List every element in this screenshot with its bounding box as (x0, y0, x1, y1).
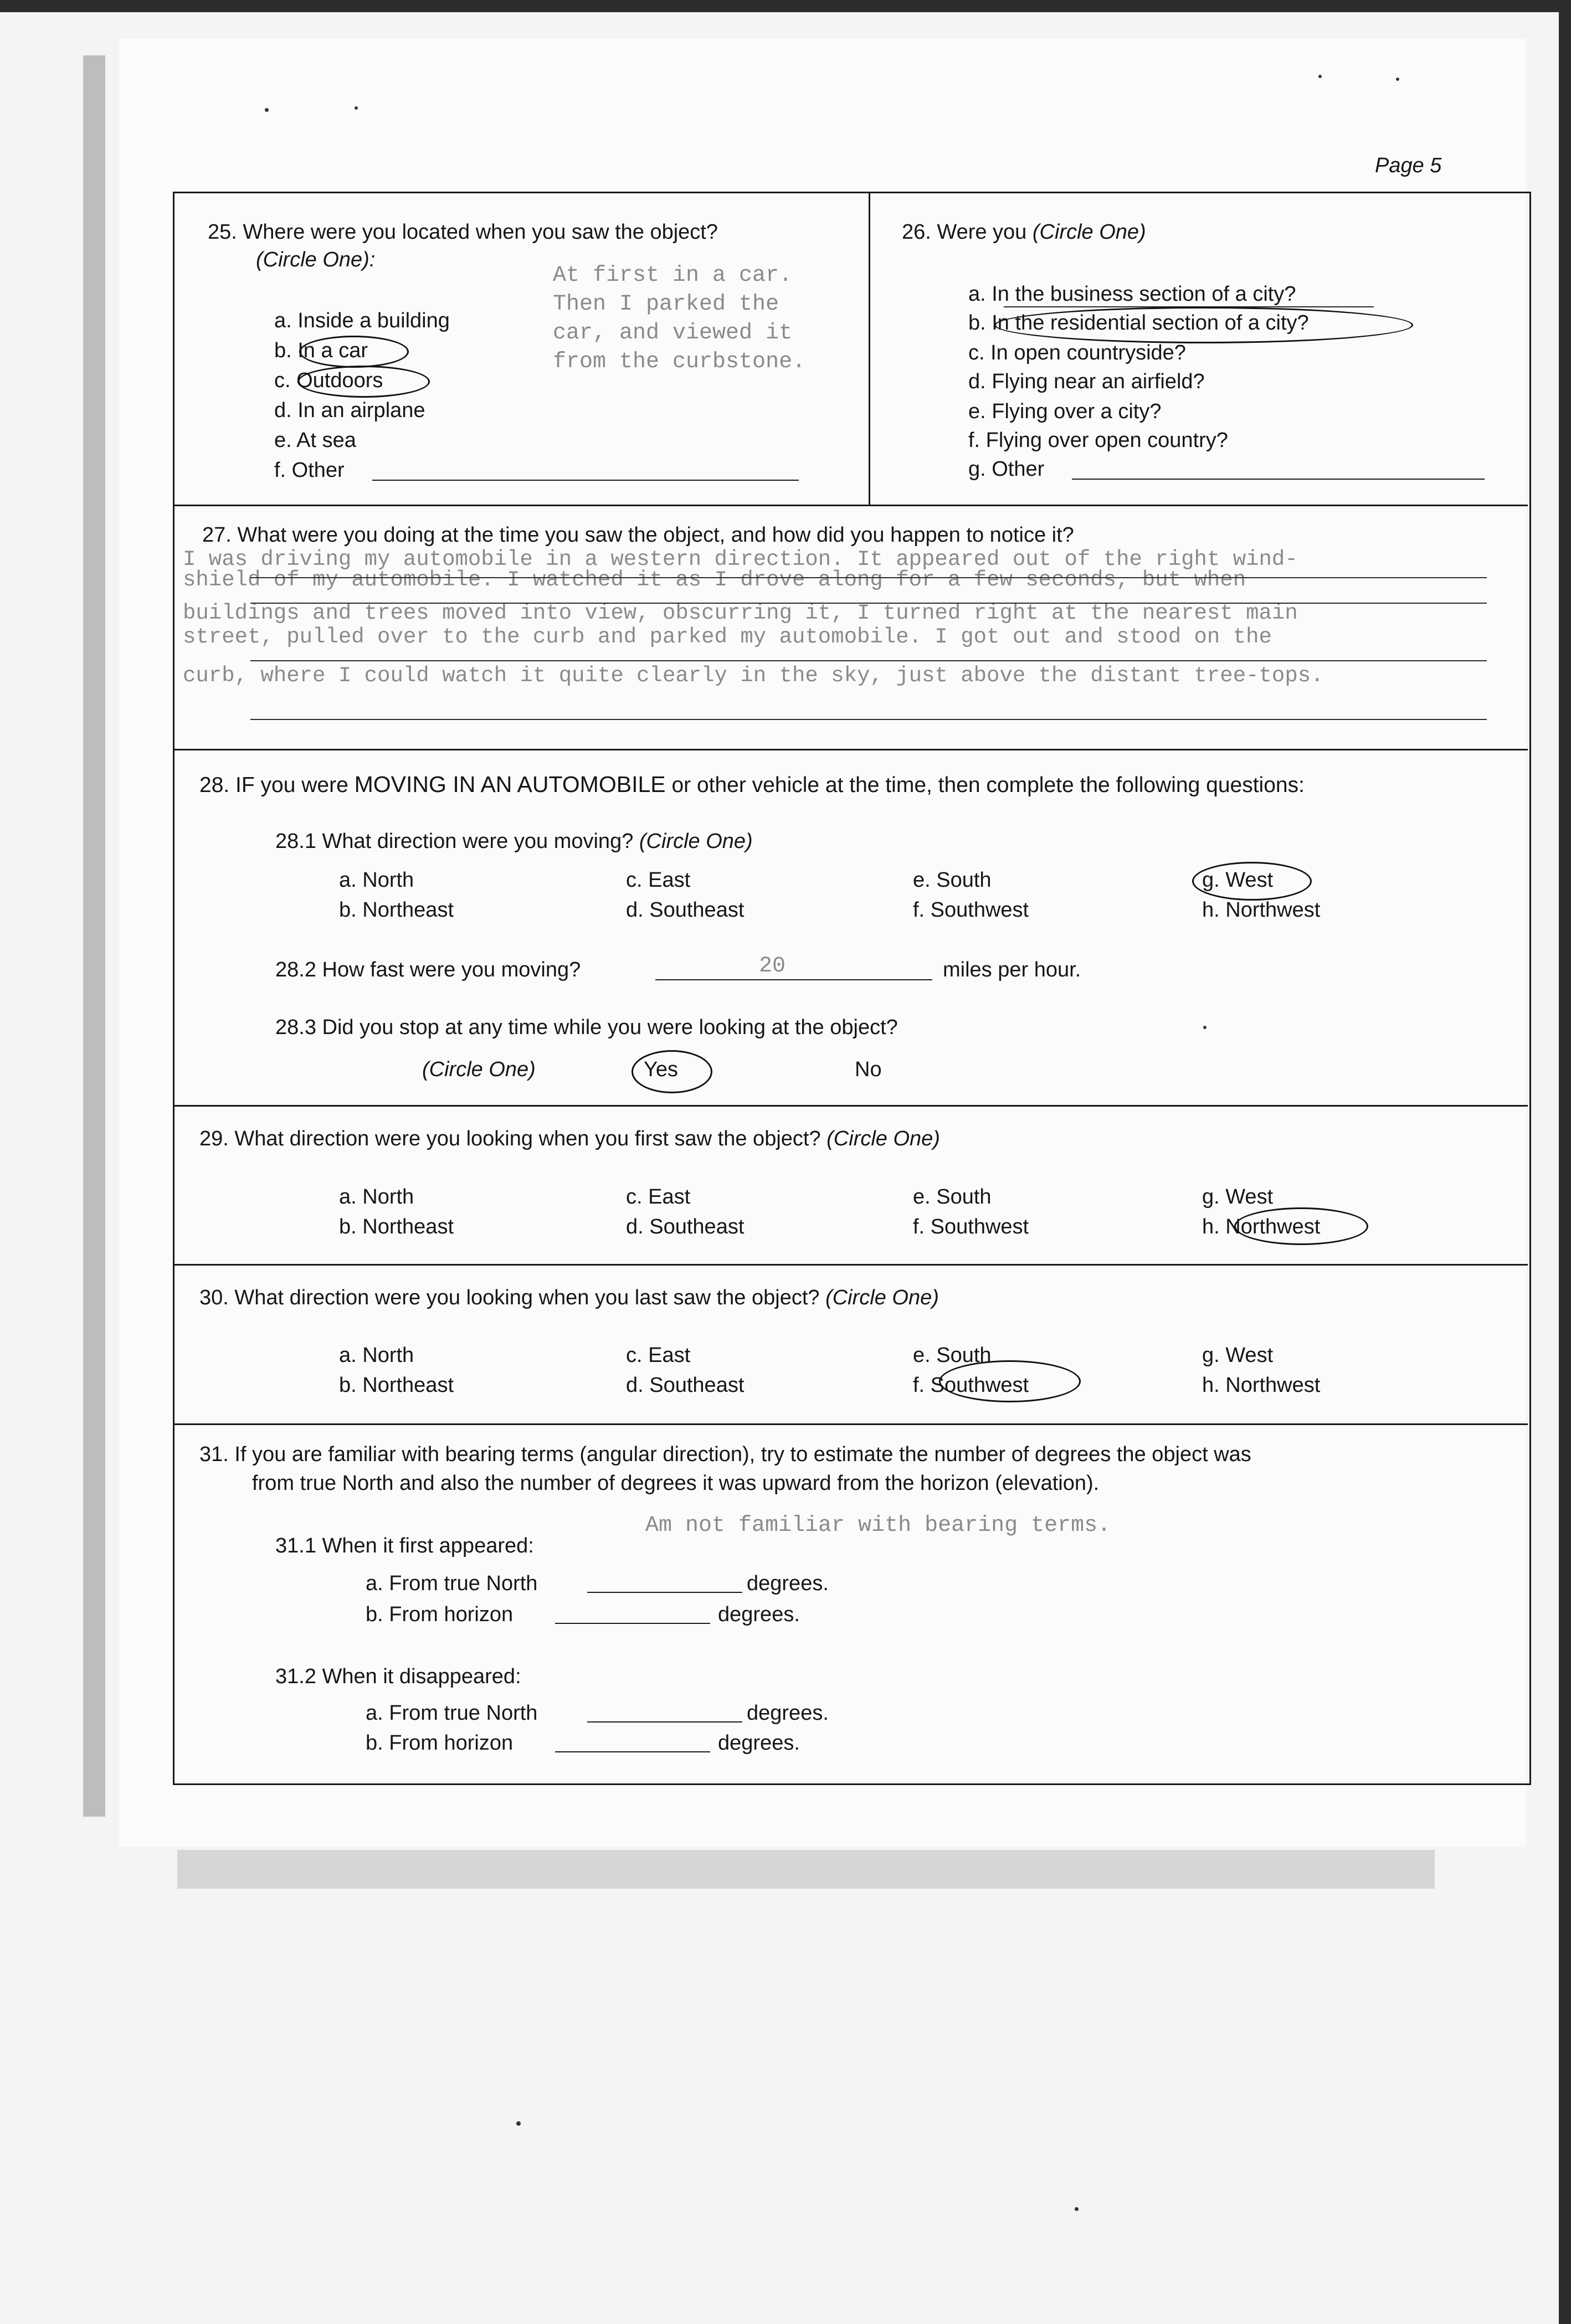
q29-question-text: 29. What direction were you looking when you first saw the object? (199, 1127, 821, 1150)
q31-question-line-2: from true North and also the number of degrees it was upward from the horizon (elevation). (252, 1472, 1100, 1495)
q25-question: 25. Where were you located when you saw the object? (208, 220, 718, 244)
q26-instruction: (Circle One) (1032, 220, 1146, 244)
q26-option-e: e. Flying over a city? (968, 400, 1162, 423)
q26-option-f: f. Flying over open country? (968, 429, 1228, 452)
q26-option-c: c. In open countryside? (968, 341, 1186, 364)
q25-typed-line-1: At first in a car. (553, 263, 793, 288)
scan-border (0, 0, 1571, 12)
q28-3-yes: Yes (644, 1058, 678, 1081)
section-divider-31 (173, 1423, 1528, 1425)
q28-1-instruction: (Circle One) (639, 830, 753, 853)
q27-answer-line-3 (250, 660, 1487, 661)
q27-typed-line-1: I was driving my automobile in a western direction. It appeared out of the right wind- (183, 547, 1298, 572)
q31-2-a-label: a. From true North (366, 1701, 538, 1725)
q25-typed-line-4: from the curbstone. (553, 349, 806, 374)
scan-speck (1203, 1026, 1207, 1029)
paper-shadow (83, 55, 105, 1817)
scan-speck (1075, 2207, 1079, 2211)
scan-speck (516, 2121, 521, 2126)
q26-question (902, 220, 1146, 244)
q28-question-emphasis: MOVING IN AN AUTOMOBILE (354, 772, 666, 797)
q31-2-a-unit: degrees. (747, 1701, 829, 1725)
q31-1-a-unit: degrees. (747, 1572, 829, 1595)
q25-option-d: d. In an airplane (274, 399, 425, 422)
q26-option-g: g. Other (968, 457, 1045, 481)
q31-2-label: 31.2 When it disappeared: (275, 1665, 521, 1688)
q30-option-d: d. Southeast (626, 1374, 745, 1397)
q29-option-b: b. Northeast (339, 1215, 454, 1238)
q26-option-b: b. In the residential section of a city? (968, 311, 1309, 335)
q29-instruction: (Circle One) (826, 1127, 940, 1150)
q31-1-a-blank (587, 1592, 742, 1593)
q27-question: 27. What were you doing at the time you saw the object, and how did you happen to notice it? (202, 523, 1074, 547)
q28-2-label: 28.2 How fast were you moving? (275, 958, 581, 981)
q31-2-b-blank (555, 1751, 710, 1752)
scan-border-right (1559, 0, 1571, 2324)
paper-under-shadow (177, 1850, 1435, 1889)
q29-option-c: c. East (626, 1185, 691, 1209)
q30-question-text: 30. What direction were you looking when you last saw the object? (199, 1286, 820, 1309)
q27-typed-line-4: street, pulled over to the curb and parked my automobile. I got out and stood on the (183, 625, 1272, 649)
q28-question (199, 772, 1305, 798)
q28-2-answer: 20 (759, 954, 786, 979)
q30-option-e: e. South (913, 1344, 992, 1367)
q25-typed-line-3: car, and viewed it (553, 321, 793, 346)
q31-1-b-label: b. From horizon (366, 1603, 514, 1626)
q25-q26-divider (869, 192, 870, 505)
q28-1-option-g: g. West (1202, 868, 1274, 892)
q31-1-a-label: a. From true North (366, 1572, 538, 1595)
q29-option-a: a. North (339, 1185, 414, 1209)
q28-1-question (275, 830, 753, 853)
section-divider-27 (173, 505, 1528, 506)
q28-1-option-a: a. North (339, 868, 414, 892)
q25-instruction: (Circle One): (256, 248, 376, 271)
q28-question-prefix: 28. IF you were (199, 773, 355, 797)
q28-3-label: 28.3 Did you stop at any time while you were looking at the object? (275, 1016, 898, 1039)
q28-1-option-e: e. South (913, 868, 992, 892)
q29-option-g: g. West (1202, 1185, 1274, 1209)
q29-option-d: d. Southeast (626, 1215, 745, 1238)
q28-3-no: No (855, 1058, 882, 1081)
q29-answer-circle-northwest (1234, 1207, 1368, 1245)
q26-option-a: a. In the business section of a city? (968, 282, 1296, 306)
q28-3-answer-circle-yes (632, 1050, 712, 1093)
section-divider-28 (173, 749, 1528, 750)
q25-answer-circle-car (299, 336, 409, 368)
q30-option-a: a. North (339, 1344, 414, 1367)
page-number: Page 5 (1375, 154, 1442, 177)
scan-speck (355, 106, 358, 110)
q28-1-option-b: b. Northeast (339, 898, 454, 922)
q31-1-b-blank (555, 1623, 710, 1624)
q28-2-speed-blank (655, 979, 932, 980)
section-divider-29 (173, 1105, 1528, 1107)
scan-speck (1396, 78, 1399, 81)
q30-option-c: c. East (626, 1344, 691, 1367)
q29-option-h: h. Northwest (1202, 1215, 1321, 1238)
q31-2-b-label: b. From horizon (366, 1731, 514, 1755)
q25-option-b: b. In a car (274, 339, 368, 362)
q28-1-answer-circle-west (1192, 862, 1312, 901)
q25-option-e: e. At sea (274, 429, 356, 452)
q29-option-f: f. Southwest (913, 1215, 1029, 1238)
q27-answer-line-2 (250, 603, 1487, 604)
q28-3-instruction: (Circle One) (422, 1058, 536, 1081)
q29-option-e: e. South (913, 1185, 992, 1209)
q28-1-label: 28.1 What direction were you moving? (275, 830, 634, 853)
q30-question (199, 1286, 939, 1310)
q25-other-blank (372, 480, 799, 481)
q31-typed-answer: Am not familiar with bearing terms. (645, 1513, 1111, 1538)
q30-option-f: f. Southwest (913, 1374, 1029, 1397)
q28-1-option-f: f. Southwest (913, 898, 1029, 922)
q26-other-blank (1072, 479, 1485, 480)
q30-instruction: (Circle One) (825, 1286, 939, 1309)
q26-question-text: 26. Were you (902, 220, 1027, 244)
scan-speck (1318, 75, 1322, 78)
q31-2-a-blank (587, 1721, 742, 1723)
q31-question-line-1: 31. If you are familiar with bearing terms (angular direction), try to estimate the number of degrees the object was (199, 1443, 1251, 1466)
q29-question (199, 1127, 940, 1151)
q25-option-f: f. Other (274, 459, 345, 482)
q27-typed-line-3: buildings and trees moved into view, obscurring it, I turned right at the nearest main (183, 601, 1298, 625)
q28-question-suffix: or other vehicle at the time, then complete the following questions: (665, 773, 1305, 797)
q25-option-c: c. Outdoors (274, 369, 383, 392)
q31-2-b-unit: degrees. (718, 1731, 800, 1755)
q25-option-a: a. Inside a building (274, 309, 450, 332)
q27-answer-line-1 (250, 577, 1487, 578)
q26-answer-circle-residential (994, 307, 1413, 343)
q30-option-g: g. West (1202, 1344, 1274, 1367)
q25-answer-circle-outdoors (297, 366, 430, 398)
q27-answer-line-4 (250, 719, 1487, 720)
q28-1-option-d: d. Southeast (626, 898, 745, 922)
q27-typed-line-5: curb, where I could watch it quite clearly in the sky, just above the distant tree-tops. (183, 664, 1324, 688)
q25-typed-line-2: Then I parked the (553, 292, 779, 317)
q28-1-option-h: h. Northwest (1202, 898, 1321, 922)
q28-2-unit: miles per hour. (943, 958, 1081, 981)
q31-1-b-unit: degrees. (718, 1603, 800, 1626)
scan-speck (265, 108, 269, 112)
q28-1-option-c: c. East (626, 868, 691, 892)
q26-option-d: d. Flying near an airfield? (968, 370, 1205, 393)
q27-typed-line-2: shield of my automobile. I watched it as I drove along for a few seconds, but when (183, 568, 1246, 592)
q30-answer-circle-southwest (939, 1360, 1081, 1402)
section-divider-30 (173, 1264, 1528, 1266)
q31-1-label: 31.1 When it first appeared: (275, 1534, 534, 1557)
q30-option-h: h. Northwest (1202, 1374, 1321, 1397)
q30-option-b: b. Northeast (339, 1374, 454, 1397)
